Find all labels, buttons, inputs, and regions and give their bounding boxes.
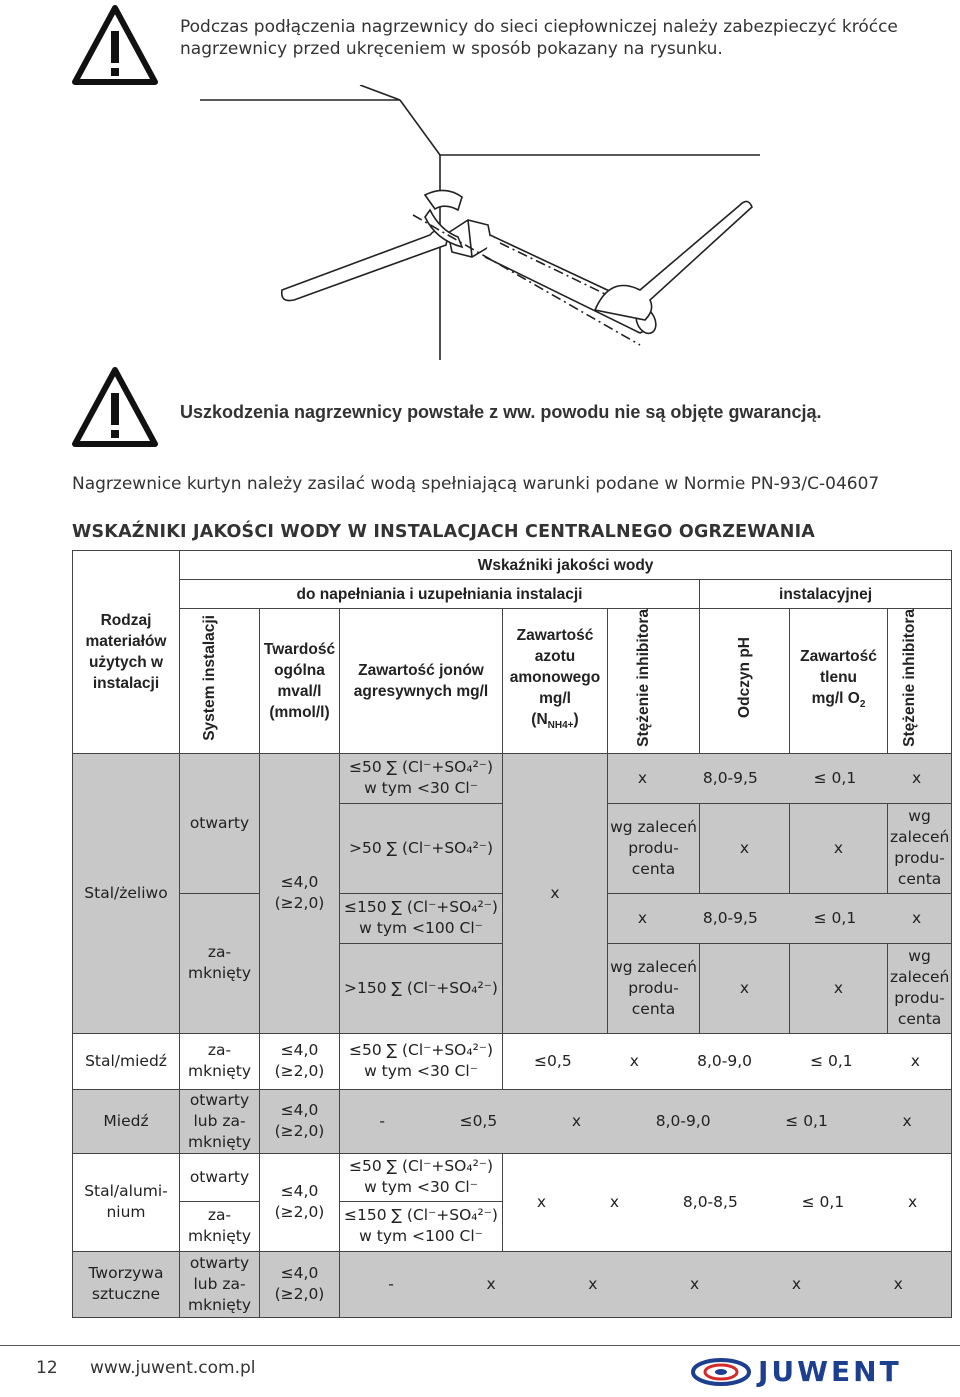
page-number: 12 <box>36 1358 58 1378</box>
install-values: ≤0,5 x 8,0-9,0 ≤ 0,1 x <box>503 1033 952 1089</box>
header-inhibitor-2: Stężenie inhibitora <box>888 609 952 754</box>
warning-triangle-icon <box>72 5 158 85</box>
oxygen-value: x <box>790 943 888 1033</box>
header-ions: Zawartość jonów agresywnych mg/l <box>340 609 503 754</box>
hardness-value: ≤4,0 (≥2,0) <box>260 1251 340 1317</box>
hardness-value: ≤4,0 (≥2,0) <box>260 753 340 1033</box>
header-ph: Odczyn pH <box>700 609 790 754</box>
oxygen-value: x <box>790 803 888 893</box>
warning-line-1: Podczas podłączenia nagrzewnicy do sieci ciepłowniczej należy zabezpieczyć króćce <box>180 17 898 37</box>
header-group: Wskaźniki jakości wody <box>180 551 952 580</box>
header-oxygen: Zawartość tlenu mg/l $O_2$ <box>790 609 888 754</box>
material-steel-iron: Stal/żeliwo <box>73 753 180 1033</box>
ions-value: ≤50 ∑ (Cl⁻+SO₄²⁻) w tym <30 Cl⁻ <box>340 1033 503 1089</box>
nitrogen-value: x <box>503 753 608 1033</box>
ions-value: ≤150 ∑ (Cl⁻+SO₄²⁻) w tym <100 Cl⁻ <box>340 1201 503 1251</box>
system-closed: za- mknięty <box>180 1033 260 1089</box>
material-plastic: Tworzywa sztuczne <box>73 1251 180 1317</box>
warning-triangle-icon <box>72 367 158 447</box>
header-system: System instalacji <box>180 609 260 754</box>
install-values: x 8,0-9,5 ≤ 0,1 x <box>608 753 952 803</box>
system-closed: za- mknięty <box>180 893 260 1033</box>
ions-value: ≤50 ∑ (Cl⁻+SO₄²⁻) w tym <30 Cl⁻ <box>340 1153 503 1201</box>
hardness-value: ≤4,0 (≥2,0) <box>260 1033 340 1089</box>
ions-value: ≤50 ∑ (Cl⁻+SO₄²⁻) w tym <30 Cl⁻ <box>340 753 503 803</box>
header-hardness: Twardość ogólna mval/l (mmol/l) <box>260 609 340 754</box>
material-steel-aluminium: Stal/alumi- nium <box>73 1153 180 1251</box>
hardness-value: ≤4,0 (≥2,0) <box>260 1153 340 1251</box>
water-quality-table <box>72 550 952 1318</box>
warning-line-2: nagrzewnicy przed ukręceniem w sposób pokazany na rysunku. <box>180 39 723 59</box>
ph-value: x <box>700 943 790 1033</box>
warning-text-bottom: Uszkodzenia nagrzewnicy powstałe z ww. powodu nie są objęte gwarancją. <box>180 402 822 422</box>
intro-text: Nagrzewnice kurtyn należy zasilać wodą spełniającą warunki podane w Normie PN-93/C-04607 <box>72 474 880 494</box>
header-install: instalacyjnej <box>700 580 952 609</box>
install-values: x x 8,0-8,5 ≤ 0,1 x <box>503 1153 952 1251</box>
system-open-or-closed: otwarty lub za- mknięty <box>180 1089 260 1153</box>
install-values: - ≤0,5 x 8,0-9,0 ≤ 0,1 x <box>340 1089 952 1153</box>
header-nitrogen: Zawartość azotu amonowego mg/l $(N_{NH4+})$ <box>503 609 608 754</box>
system-open-or-closed: otwarty lub za- mknięty <box>180 1251 260 1317</box>
inhibitor-value: wg zaleceń produ- centa <box>608 803 700 893</box>
header-material: Rodzaj materiałów użytych w instalacji <box>73 551 180 754</box>
ions-value: ≤150 ∑ (Cl⁻+SO₄²⁻) w tym <100 Cl⁻ <box>340 893 503 943</box>
pipe-wrench-illustration <box>200 85 760 360</box>
inhibitor-2-value: wg zaleceń produ- centa <box>888 943 952 1033</box>
ions-value: >150 ∑ (Cl⁻+SO₄²⁻) <box>340 943 503 1033</box>
hardness-value: ≤4,0 (≥2,0) <box>260 1089 340 1153</box>
system-open: otwarty <box>180 1153 260 1201</box>
material-copper: Miedź <box>73 1089 180 1153</box>
system-closed: za- mknięty <box>180 1201 260 1251</box>
footer-divider <box>0 1345 960 1346</box>
ph-value: x <box>700 803 790 893</box>
install-values: - x x x x x <box>340 1251 952 1317</box>
warning-text-top <box>180 16 898 60</box>
install-values: x 8,0-9,5 ≤ 0,1 x <box>608 893 952 943</box>
header-inhibitor: Stężenie inhibitora <box>608 609 700 754</box>
material-steel-copper: Stal/miedź <box>73 1033 180 1089</box>
footer-url[interactable]: www.juwent.com.pl <box>90 1358 256 1378</box>
inhibitor-value: wg zaleceń produ- centa <box>608 943 700 1033</box>
system-open: otwarty <box>180 753 260 893</box>
juwent-logo-icon <box>690 1357 752 1387</box>
ions-value: >50 ∑ (Cl⁻+SO₄²⁻) <box>340 803 503 893</box>
juwent-logo: JUWENT <box>690 1355 902 1388</box>
table-heading: WSKAŹNIKI JAKOŚCI WODY W INSTALACJACH CENTRALNEGO OGRZEWANIA <box>72 522 816 542</box>
header-fill: do napełniania i uzupełniania instalacji <box>180 580 700 609</box>
inhibitor-2-value: wg zaleceń produ- centa <box>888 803 952 893</box>
